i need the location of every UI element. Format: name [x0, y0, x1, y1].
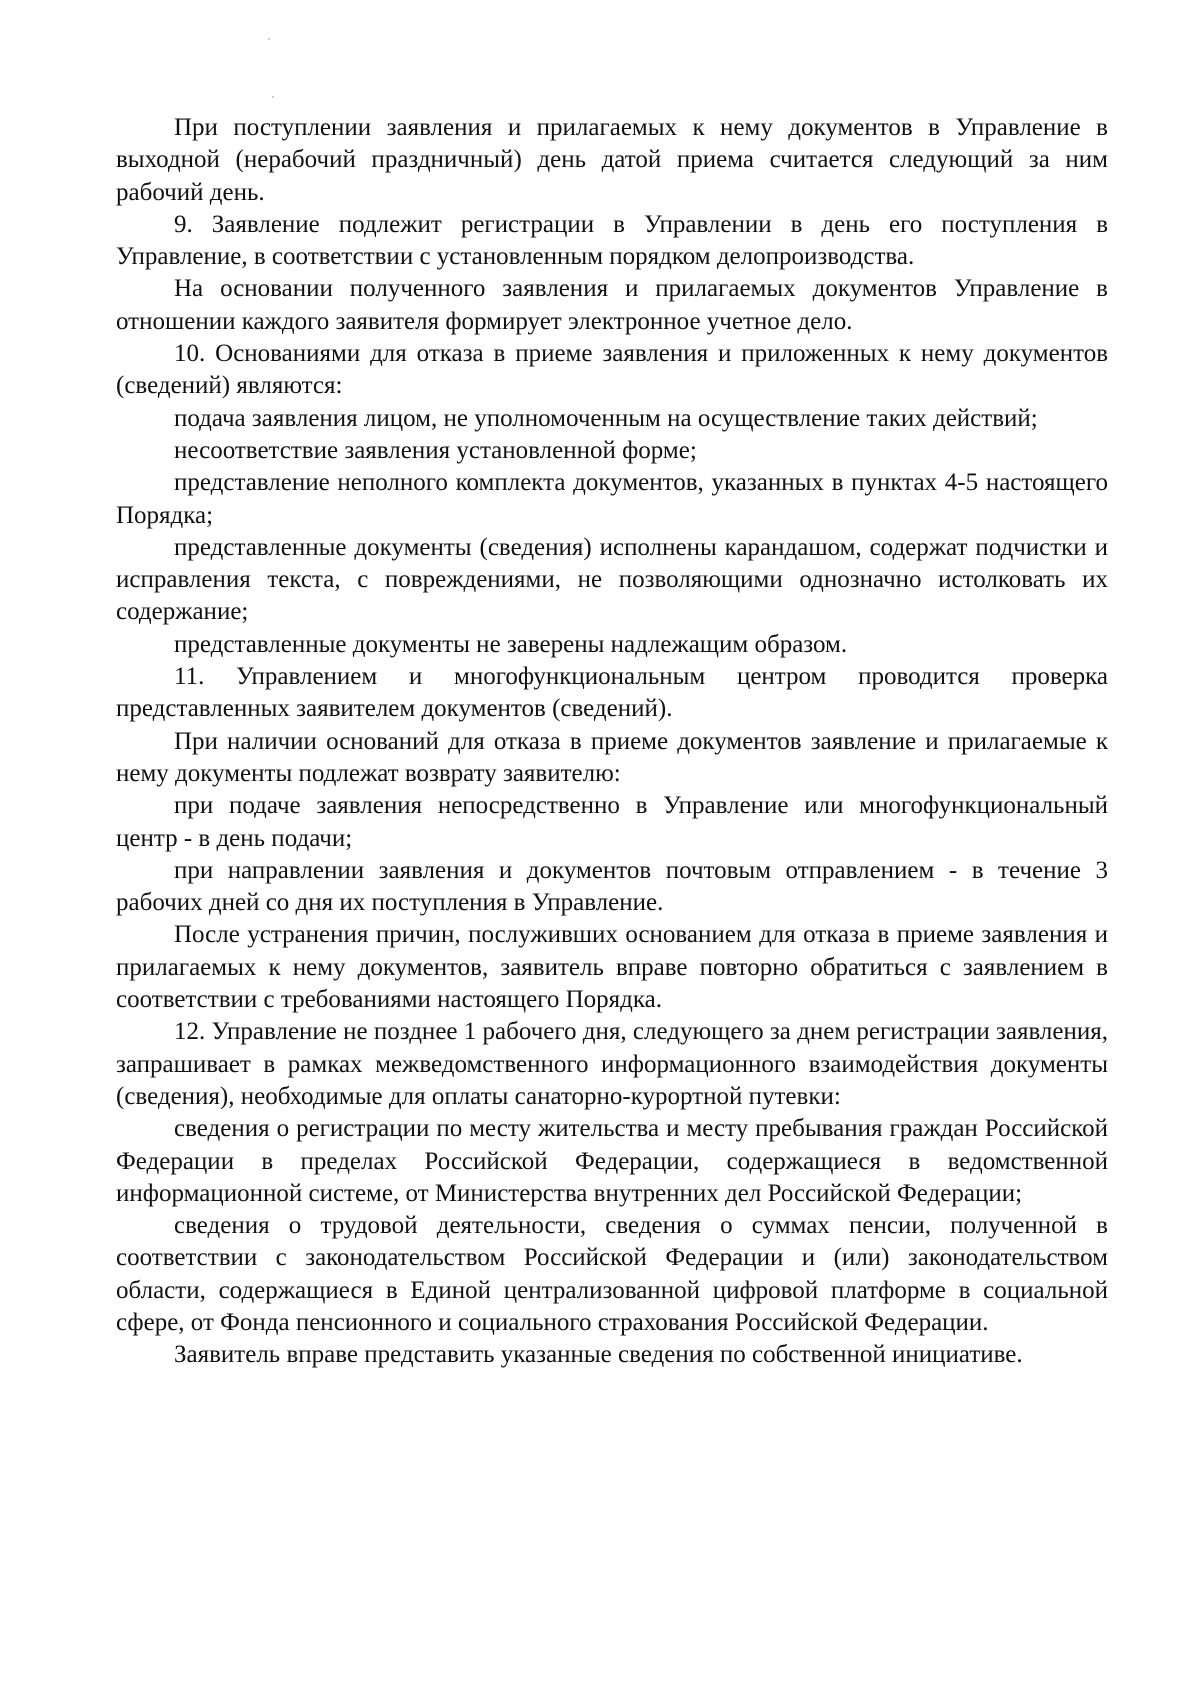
paragraph-12: при подаче заявления непосредственно в Управление или многофункциональный центр - в день подачи;: [116, 792, 1108, 852]
paragraph-7: представление неполного комплекта документов, указанных в пунктах 4-5 настоящего Порядка;: [116, 469, 1108, 529]
scan-speck: [268, 38, 270, 40]
paragraph-8: представленные документы (сведения) исполнены карандашом, содержат подчистки и исправления текста, с повреждениями, не позволяющими однозначно истолковать их содержание;: [116, 533, 1108, 626]
paragraph-5: подача заявления лицом, не уполномоченным на осуществление таких действий;: [174, 404, 1038, 432]
paragraph-15: 12. Управление не позднее 1 рабочего дня, следующего за днем регистрации заявления, запрашивает в рамках межведомственного информационного взаимодействия документы (сведения), необходимые для оплаты санаторно-курортной путевки:: [116, 1018, 1108, 1110]
paragraph-14: После устранения причин, послуживших основанием для отказа в приеме заявления и прилагаемых к нему документов, заявитель вправе повторно обратиться с заявлением в соответствии с требованиями настоящего Порядка.: [116, 921, 1108, 1014]
scan-speck: [272, 96, 274, 98]
paragraph-9: представленные документы не заверены надлежащим образом.: [174, 630, 848, 658]
paragraph-6: несоответствие заявления установленной форме;: [174, 436, 697, 464]
paragraph-4: 10. Основаниями для отказа в приеме заявления и приложенных к нему документов (сведений) являются:: [116, 340, 1108, 400]
paragraph-13: при направлении заявления и документов почтовым отправлением - в течение 3 рабочих дней со дня их поступления в Управление.: [116, 856, 1108, 917]
paragraph-11: При наличии оснований для отказа в приеме документов заявление и прилагаемые к нему документы подлежат возврату заявителю:: [116, 727, 1108, 787]
paragraph-2: 9. Заявление подлежит регистрации в Управлении в день его поступления в Управление, в соответствии с установленным порядком делопроизводства.: [116, 210, 1108, 271]
paragraph-10: 11. Управлением и многофункциональным центром проводится проверка представленных заявителем документов (сведений).: [116, 663, 1108, 723]
paragraph-16: сведения о регистрации по месту жительства и месту пребывания граждан Российской Федерации в пределах Российской Федерации, содержащиеся в ведомственной информационной системе, от Министерства внутренних дел Российской Федерации;: [116, 1115, 1108, 1207]
paragraph-1: При поступлении заявления и прилагаемых к нему документов в Управление в выходной (нерабочий праздничный) день датой приема считается следующий за ним рабочий день.: [116, 114, 1108, 206]
paragraph-17: сведения о трудовой деятельности, сведения о суммах пенсии, полученной в соответствии с законодательством Российской Федерации и (или) законодательством области, содержащиеся в Единой централизованной цифровой платформе в социальной сфере, от Фонда пенсионного и социального страхования Российской Федерации.: [116, 1212, 1108, 1336]
paragraph-3: На основании полученного заявления и прилагаемых документов Управление в отношении каждого заявителя формирует электронное учетное дело.: [116, 275, 1108, 335]
document-body: [116, 112, 1108, 1372]
paragraph-18: Заявитель вправе представить указанные сведения по собственной инициативе.: [174, 1341, 1023, 1369]
